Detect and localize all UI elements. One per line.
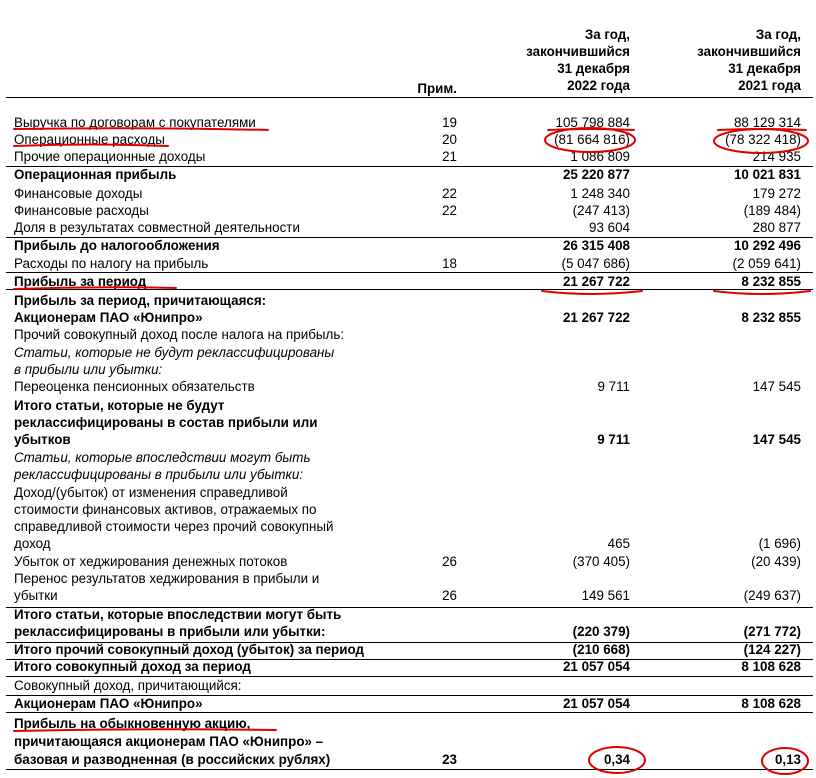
annotation-circle — [545, 128, 635, 152]
row-label: Расходы по налогу на прибыль — [14, 256, 209, 271]
header-line: За год, — [584, 27, 630, 42]
annotation-circle — [714, 129, 808, 153]
row-label: Прибыль за период, причитающаяся: — [14, 293, 267, 308]
value-2021: 8 232 855 — [741, 274, 801, 289]
annotation-underline — [542, 291, 642, 294]
row-note: 20 — [442, 132, 457, 147]
value-2022: (5 047 686) — [561, 256, 630, 271]
row-note: 26 — [442, 554, 457, 569]
row-note: 26 — [442, 588, 457, 603]
row-label: убытки — [14, 588, 58, 603]
header-line: закончившийся — [526, 44, 630, 59]
row-label: Прочие операционные доходы — [14, 149, 206, 164]
annotation-underline — [14, 729, 276, 731]
annotation-underline — [714, 291, 810, 294]
row-note: 23 — [442, 752, 457, 767]
value-2021: (249 637) — [743, 588, 801, 603]
row-label: причитающаяся акционерам ПАО «Юнипро» – — [14, 734, 324, 749]
value-2021: 0,13 — [774, 752, 801, 767]
value-2021: 179 272 — [752, 186, 801, 201]
value-2022: 149 561 — [581, 588, 630, 603]
value-2021: (271 772) — [743, 624, 801, 639]
value-2022: (247 413) — [572, 203, 630, 218]
value-2021: 8 108 628 — [741, 659, 801, 674]
row-label: справедливой стоимости через прочий совокупный — [14, 519, 334, 534]
row-label: Операционные расходы — [14, 132, 165, 147]
row-label: Операционная прибыль — [14, 167, 177, 182]
value-2021: (189 484) — [743, 203, 801, 218]
value-2022: 465 — [607, 536, 630, 551]
row-label: Статьи, которые не будут реклассифицированы — [14, 345, 335, 360]
value-2021: (1 696) — [758, 536, 801, 551]
annotation-circle — [589, 747, 645, 773]
value-2022: (81 664 816) — [554, 132, 630, 147]
value-2021: 214 935 — [752, 149, 801, 164]
value-2021: (78 322 418) — [725, 132, 801, 147]
value-2021: 88 129 314 — [733, 115, 801, 130]
value-2022: 1 086 809 — [570, 149, 630, 164]
header-line: 2021 года — [738, 78, 801, 93]
row-label: Итого прочий совокупный доход (убыток) за период — [14, 642, 364, 657]
row-label: Прибыль на обыкновенную акцию, — [14, 716, 251, 731]
row-label: реклассифицированы в прибыли или убытки: — [14, 624, 326, 639]
row-label: реклассифицированы в состав прибыли или — [14, 415, 318, 430]
row-note: 21 — [442, 149, 457, 164]
row-label: Прибыль до налогообложения — [14, 238, 220, 253]
value-2021: 147 545 — [752, 379, 801, 394]
row-label: Финансовые доходы — [14, 186, 143, 201]
row-label: Переоценка пенсионных обязательств — [14, 379, 255, 394]
row-label: Статьи, которые впоследствии могут быть — [14, 450, 311, 465]
annotation-underline — [14, 287, 176, 289]
row-label: Убыток от хеджирования денежных потоков — [14, 554, 288, 569]
header-line: закончившийся — [697, 44, 801, 59]
row-label: стоимости финансовых активов, отражаемых по — [14, 502, 317, 517]
row-note: 19 — [442, 115, 457, 130]
row-note: 18 — [442, 256, 457, 271]
column-header-note: Прим. — [417, 81, 457, 96]
value-2022: 21 057 054 — [562, 696, 630, 711]
value-2021: (20 439) — [751, 554, 801, 569]
annotation-underline — [14, 145, 168, 147]
row-note: 22 — [442, 203, 457, 218]
value-2022: 21 267 722 — [562, 274, 630, 289]
value-2021: 10 292 496 — [733, 238, 801, 253]
row-label: Доля в результатах совместной деятельности — [14, 220, 300, 235]
annotation-circle — [762, 748, 808, 774]
value-2022: 105 798 884 — [555, 115, 630, 130]
header-line: За год, — [755, 27, 801, 42]
value-2022: (210 668) — [572, 642, 630, 657]
row-label: Итого совокупный доход за период — [14, 659, 251, 674]
value-2022: 26 315 408 — [562, 238, 630, 253]
row-label: Итого статьи, которые впоследствии могут быть — [14, 607, 342, 622]
value-2021: 10 021 831 — [733, 167, 801, 182]
row-label: Перенос результатов хеджирования в прибыли и — [14, 571, 320, 586]
row-label: Акционерам ПАО «Юнипро» — [14, 696, 203, 711]
row-label: Прочий совокупный доход после налога на прибыль: — [14, 327, 345, 342]
row-label: Акционерам ПАО «Юнипро» — [14, 310, 203, 325]
row-note: 22 — [442, 186, 457, 201]
value-2022: 9 711 — [597, 379, 630, 394]
value-2021: 8 232 855 — [741, 310, 801, 325]
value-2021: 147 545 — [752, 432, 801, 447]
header-line: 31 декабря — [557, 61, 630, 76]
value-2022: 93 604 — [589, 220, 630, 235]
value-2022: 1 248 340 — [570, 186, 630, 201]
value-2022: (220 379) — [572, 624, 630, 639]
annotation-underline — [14, 128, 268, 130]
row-label: Доход/(убыток) от изменения справедливой — [14, 485, 288, 500]
row-label: Выручка по договорам с покупателями — [14, 115, 256, 130]
header-line: 2022 года — [567, 78, 630, 93]
header-line: 31 декабря — [728, 61, 801, 76]
value-2022: 21 057 054 — [562, 659, 630, 674]
row-label: Итого статьи, которые не будут — [14, 398, 225, 413]
value-2021: 8 108 628 — [741, 696, 801, 711]
value-2022: 9 711 — [597, 432, 630, 447]
value-2022: 0,34 — [603, 752, 630, 767]
row-label: базовая и разводненная (в российских рублях) — [14, 752, 331, 767]
row-label: Совокупный доход, причитающийся: — [14, 678, 242, 693]
value-2021: (124 227) — [743, 642, 801, 657]
row-label: реклассифицированы в прибыли или убытки: — [14, 467, 304, 482]
value-2022: 25 220 877 — [562, 167, 630, 182]
value-2022: 21 267 722 — [562, 310, 630, 325]
row-label: убытков — [14, 432, 71, 447]
row-label: Прибыль за период — [14, 274, 147, 289]
row-label: Финансовые расходы — [14, 203, 149, 218]
value-2021: (2 059 641) — [732, 256, 801, 271]
value-2022: (370 405) — [572, 554, 630, 569]
row-label: доход — [14, 536, 51, 551]
row-label: в прибыли или убытки: — [14, 362, 163, 377]
value-2021: 280 877 — [752, 220, 801, 235]
